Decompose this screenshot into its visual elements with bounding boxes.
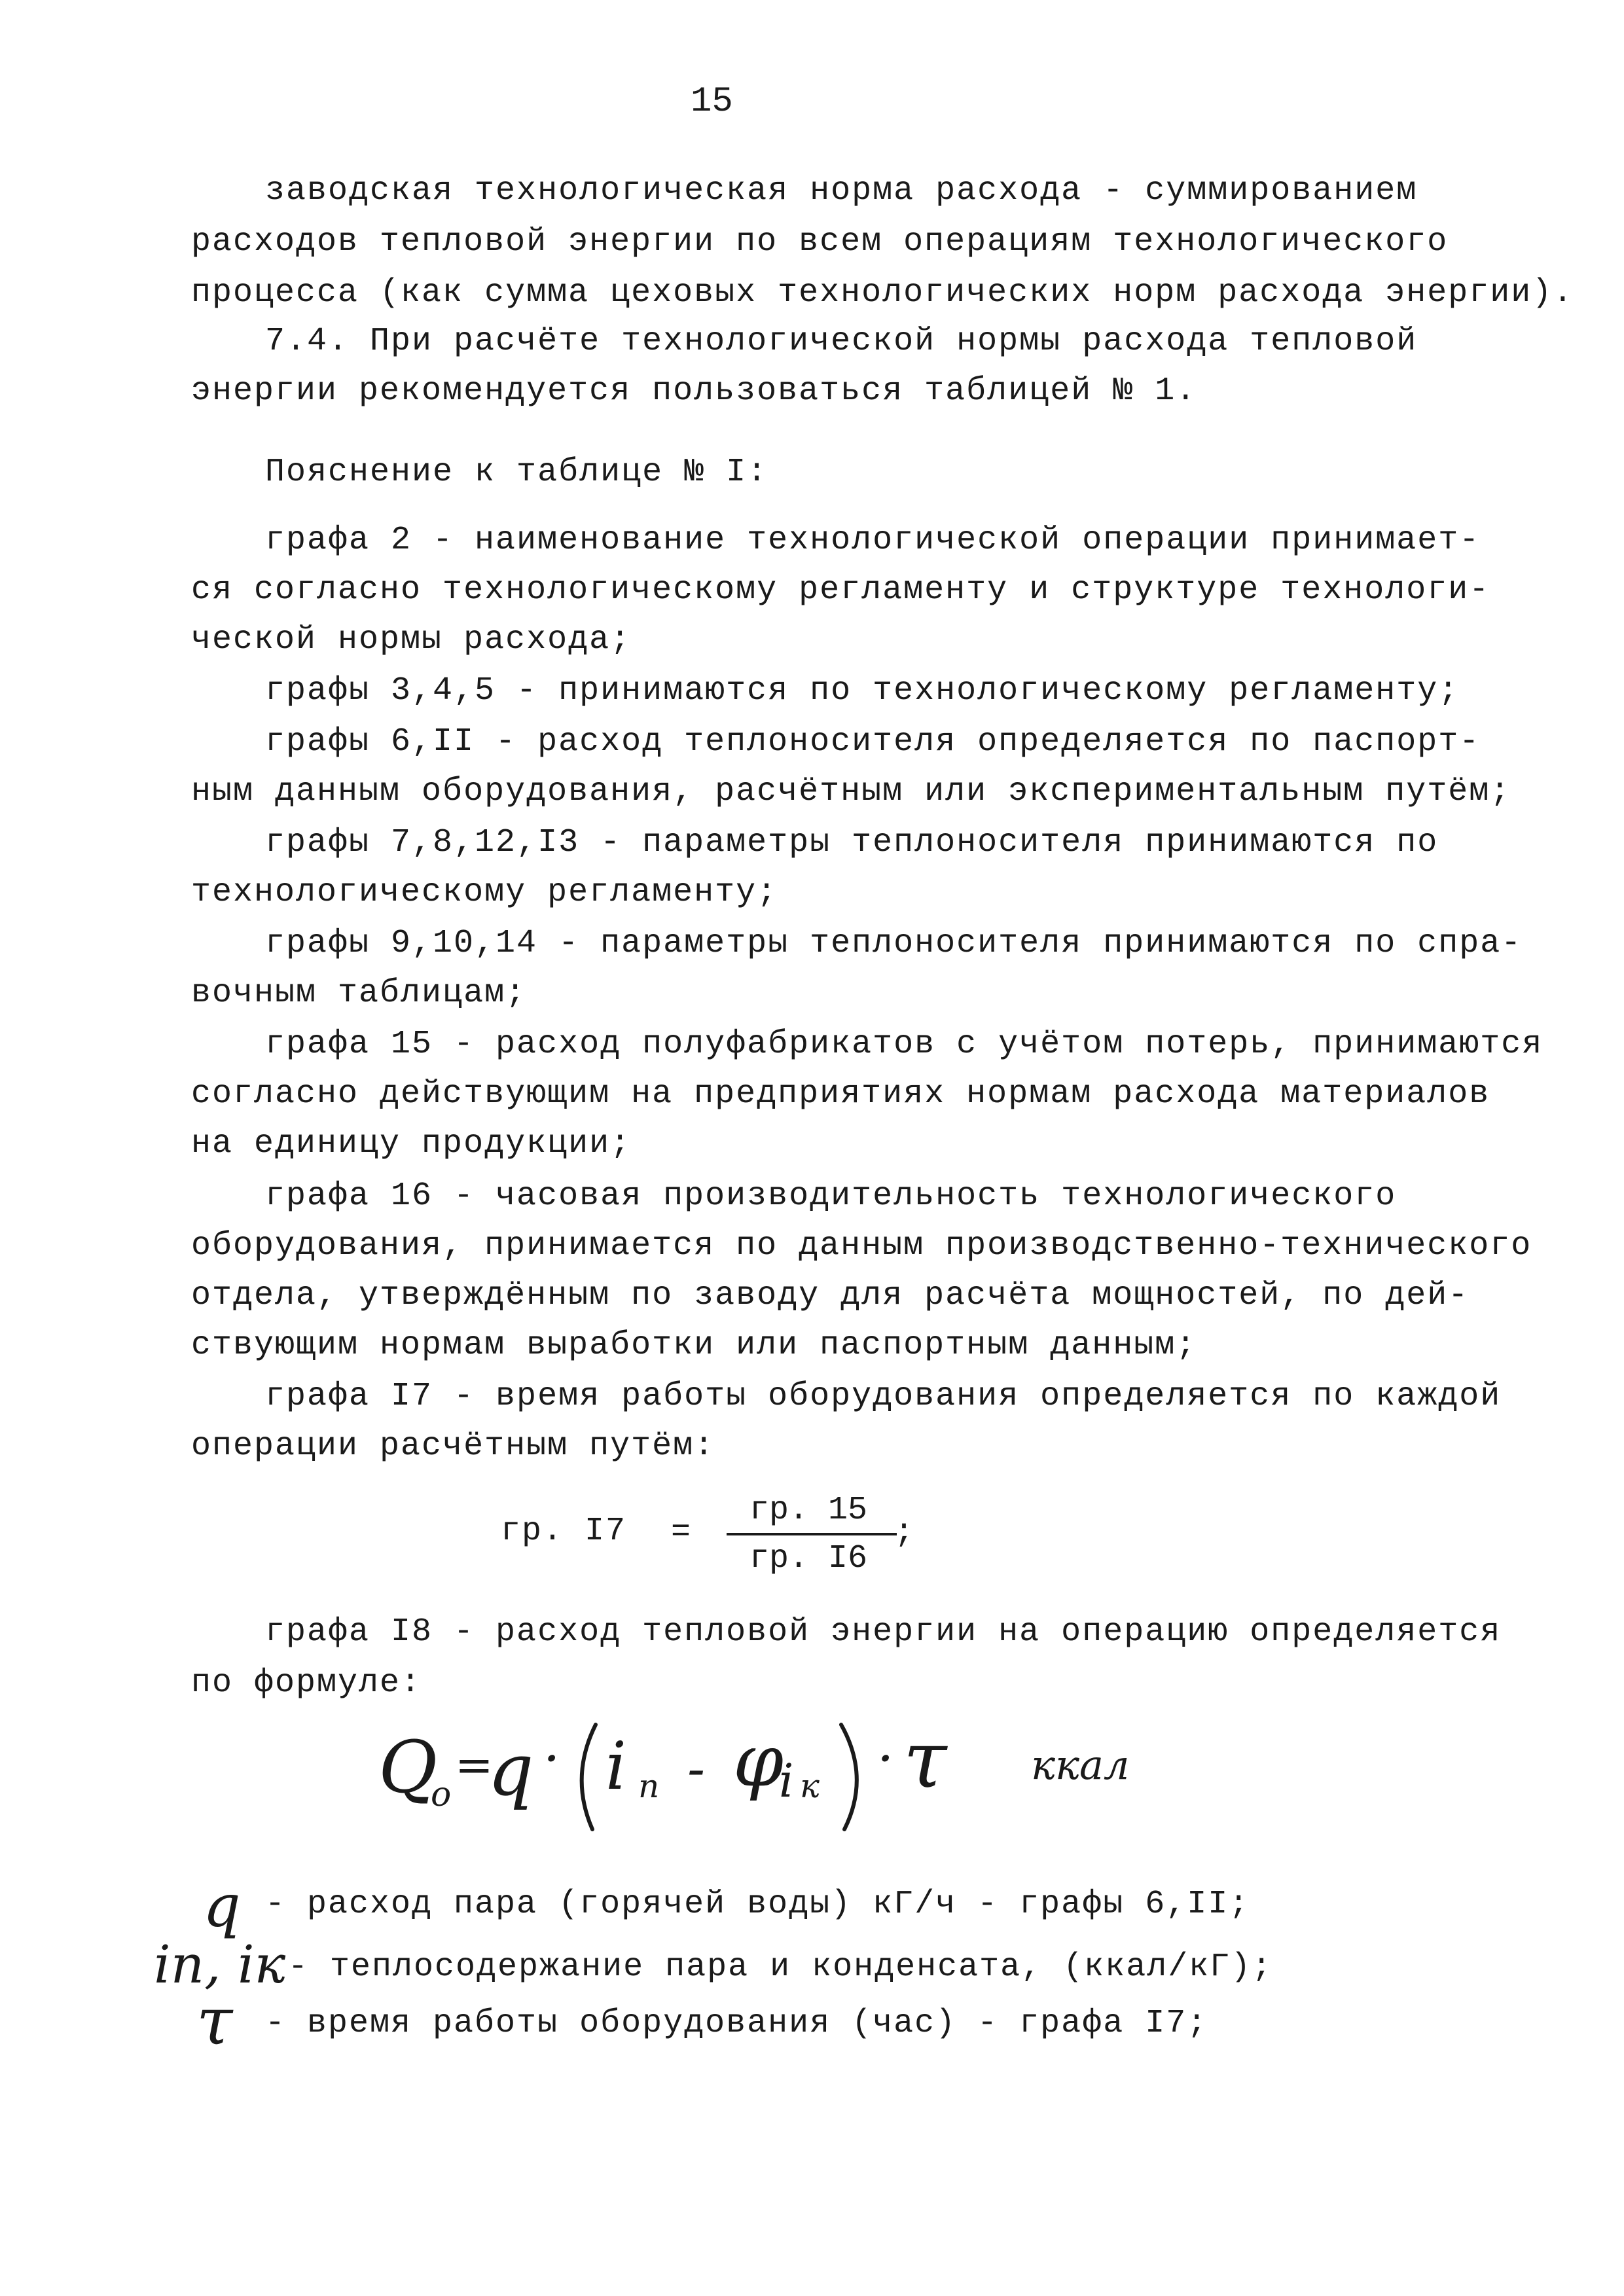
formula-1-fraction-bar [727,1533,897,1535]
formula-1-lhs: гр. I7 [501,1513,627,1550]
graph-18-line-2: по формуле: [191,1664,422,1702]
explanation-line: ным данным оборудования, расчётным или экспериментальным путём; [191,773,1511,810]
formula-2-dot-1: · [543,1728,560,1789]
legend-symbol-q: q [203,1872,241,1941]
explanation-line: графы 6,II - расход теплоносителя определяется по паспорт- [265,723,1481,761]
formula-2-i-k-subscript: к [800,1767,820,1805]
explanation-line: согласно действующим на предприятиях нормам расхода материалов [191,1075,1490,1113]
legend-text: - время работы оборудования (час) - графа I7; [265,2005,1208,2042]
formula-1-semicolon: ; [894,1514,916,1551]
formula-2-q: q [488,1728,534,1812]
graph-18-line-1: графа I8 - расход тепловой энергии на операцию определяется [265,1613,1502,1651]
paragraph-1-line-3: процесса (как сумма цеховых технологических норм расхода энергии). [191,274,1574,312]
explanation-line: технологическому регламенту; [191,874,778,911]
explanation-line: ческой нормы расхода; [191,621,632,658]
legend-symbol-tau: τ [196,1983,233,2060]
formula-1-denominator: гр. I6 [749,1540,868,1577]
legend-symbol-i: iп, iк [154,1934,286,1995]
formula-2-i: i [605,1728,626,1804]
formula-2-i-subscript: п [638,1767,660,1805]
page-number: 15 [691,82,733,122]
formula-2-minus: - [687,1738,706,1799]
explanation-line: ся согласно технологическому регламенту и структуре технологи- [191,571,1490,609]
formula-2-right-paren [835,1721,874,1833]
formula-2-i-k: i [779,1754,794,1808]
formula-2-tau: τ [903,1715,947,1806]
explanation-line: на единицу продукции; [191,1125,632,1162]
explanation-line: операции расчётным путём: [191,1427,715,1465]
legend-text: - расход пара (горячей воды) кГ/ч - графы 6,II; [265,1886,1250,1923]
explanation-line: вочным таблицам; [191,975,527,1012]
formula-2-left-paren [566,1721,605,1833]
explanation-line: графа 16 - часовая производительность технологического [265,1177,1397,1215]
formula-2-unit: ккал [1031,1741,1130,1789]
legend-text: - теплосодержание пара и конденсата, (ккал/кГ); [288,1948,1273,1986]
explanation-line: ствующим нормам выработки или паспортным данным; [191,1327,1197,1364]
explanation-heading: Пояснение к таблице № I: [265,454,768,491]
explanation-line: графа 15 - расход полуфабрикатов с учётом потерь, принимаются [265,1026,1543,1063]
formula-2-equals: = [455,1738,494,1792]
formula-2-dot-2: · [877,1728,894,1789]
paragraph-1-line-1: заводская технологическая норма расхода - суммированием [265,172,1418,209]
explanation-line: оборудования, принимается по данным производственно-технического [191,1227,1532,1265]
paragraph-2-line-1: 7.4. При расчёте технологической нормы расхода тепловой [265,323,1418,360]
explanation-line: графы 9,10,14 - параметры теплоносителя принимаются по спра- [265,925,1523,962]
explanation-line: графа I7 - время работы оборудования определяется по каждой [265,1378,1502,1415]
formula-1-numerator: гр. 15 [749,1492,868,1529]
explanation-line: графа 2 - наименование технологической операции принимает- [265,522,1481,559]
formula-2-Q: Q [378,1725,438,1809]
formula-2-phi: φ [733,1719,784,1803]
paragraph-2-line-2: энергии рекомендуется пользоваться таблицей № 1. [191,372,1197,410]
explanation-line: графы 7,8,12,I3 - параметры теплоносителя принимаются по [265,824,1439,861]
formula-2-Q-subscript: o [431,1775,452,1814]
explanation-line: отдела, утверждённым по заводу для расчёта мощностей, по дей- [191,1277,1470,1314]
formula-1-equals: = [671,1514,693,1551]
paragraph-1-line-2: расходов тепловой энергии по всем операциям технологического [191,223,1449,260]
explanation-line: графы 3,4,5 - принимаются по технологическому регламенту; [265,672,1460,709]
